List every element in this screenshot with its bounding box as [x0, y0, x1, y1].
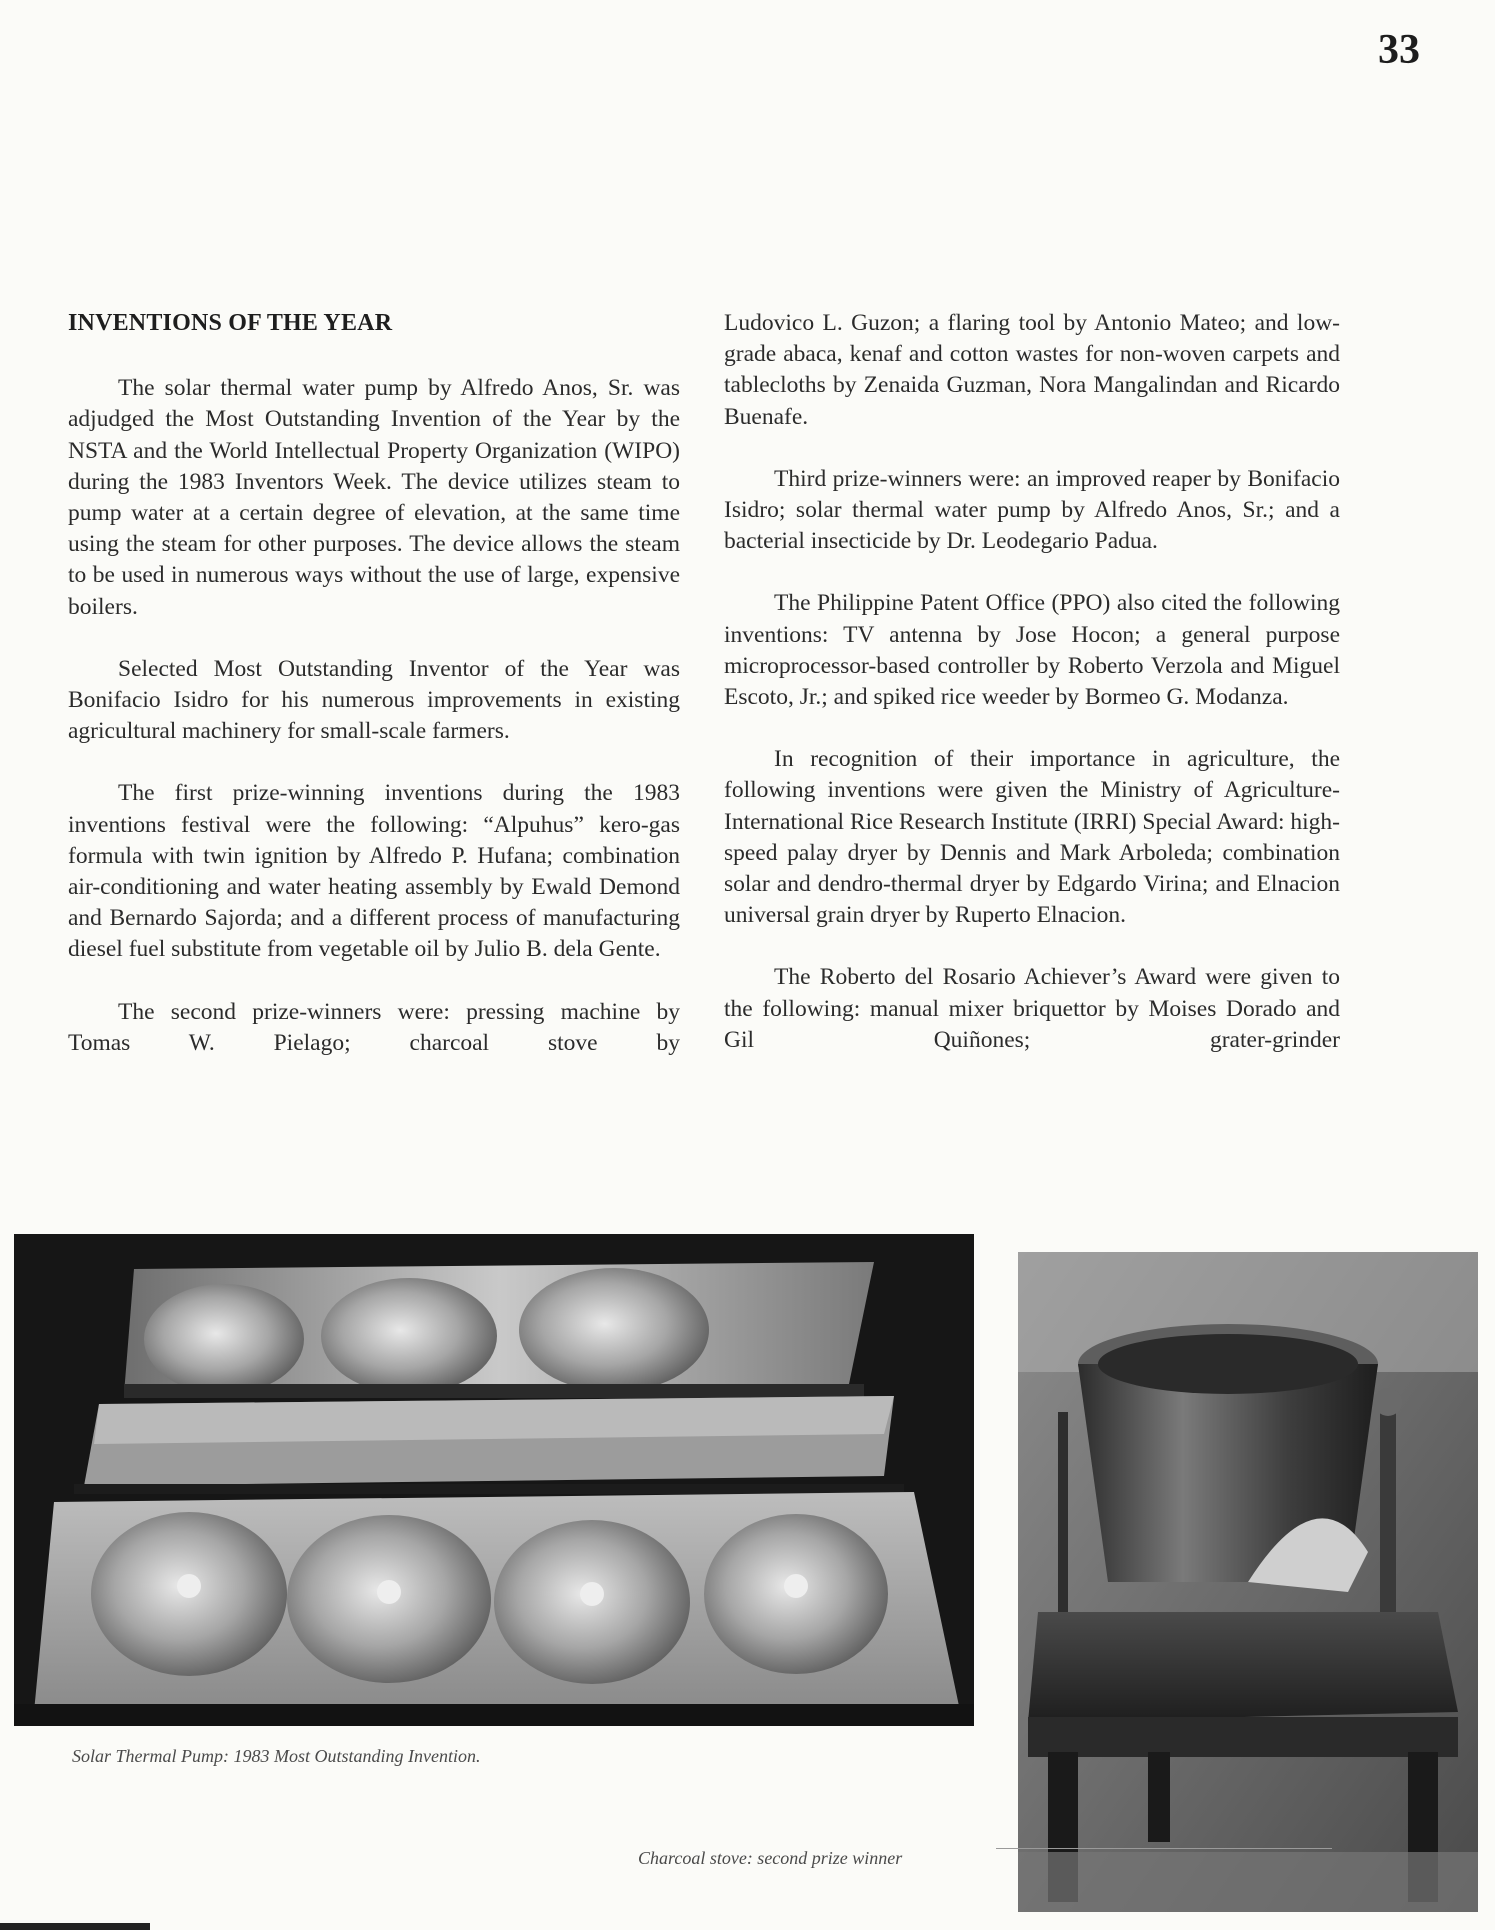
article-right-column [724, 308, 1340, 1087]
paragraph-third-prize: Third prize-winners were: an improved reaper by Bonifacio Isidro; solar thermal water pump by Alfredo Anos, Sr.; and a bacterial insecticide by Dr. Leodegario Padua. [724, 465, 1340, 555]
caption-divider [996, 1848, 1332, 1849]
paragraph-outstanding-inventor: Selected Most Outstanding Inventor of the Year was Bonifacio Isidro for his numerous improvements in existing agricultural machinery for small-scale farmers. [68, 655, 680, 745]
paragraph-patent-office: The Philippine Patent Office (PPO) also cited the following inventions: TV antenna by Jose Hocon; a general purpose microprocessor-based controller by Roberto Verzola and Miguel Escoto, Jr.; and spiked rice weeder by Bormeo G. Modanza. [724, 590, 1340, 711]
paragraph-achiever-award: The Roberto del Rosario Achiever’s Award were given to the following: manual mixer briquettor by Moises Dorado and Gil Quiñones; grater-grinder [724, 964, 1340, 1053]
page-number: 33 [1378, 27, 1420, 73]
paragraph-solar-pump: The solar thermal water pump by Alfredo Anos, Sr. was adjudged the Most Outstanding Invention of the Year by the NSTA and the World Intellectual Property Organization (WIPO) during the 1983 Inventors Week. The device utilizes steam to pump water at a certain degree of elevation, at the same time using the steam for other purposes. The device allows the steam to be used in numerous ways without the use of large, expensive boilers. [68, 375, 680, 620]
paragraph-irri-award: In recognition of their importance in agriculture, the following inventions were given the Ministry of Agriculture-International Rice Research Institute (IRRI) Special Award: high-speed palay dryer by Dennis and Mark Arboleda; combination solar and dendro-thermal dryer by Edgardo Virina; and Elnacion universal grain dryer by Ruperto Elnacion. [724, 746, 1340, 929]
paragraph-second-prize: The second prize-winners were: pressing machine by Tomas W. Pielago; charcoal stove by [68, 998, 680, 1056]
article-left-column [68, 308, 680, 1090]
charcoal-stove-caption: Charcoal stove: second prize winner [638, 1848, 903, 1868]
solar-thermal-pump-photo [14, 1234, 974, 1726]
scan-edge-mark [0, 1923, 150, 1930]
paragraph-second-prize-continued: Ludovico L. Guzon; a flaring tool by Antonio Mateo; and low-grade abaca, kenaf and cotton wastes for non-woven carpets and tablecloths by Zenaida Guzman, Nora Mangalindan and Ricardo Buenafe. [724, 310, 1340, 430]
paragraph-first-prize: The first prize-winning inventions during the 1983 inventions festival were the following: “Alpuhus” kero-gas formula with twin ignition by Alfredo P. Hufana; combination air-conditioning and water heating assembly by Ewald Demond and Bernardo Sajorda; and a different process of manufacturing diesel fuel substitute from vegetable oil by Julio B. dela Gente. [68, 780, 680, 963]
article-heading: INVENTIONS OF THE YEAR [68, 310, 393, 336]
solar-pump-caption: Solar Thermal Pump: 1983 Most Outstanding Invention. [72, 1746, 481, 1766]
charcoal-stove-photo [1018, 1252, 1478, 1912]
